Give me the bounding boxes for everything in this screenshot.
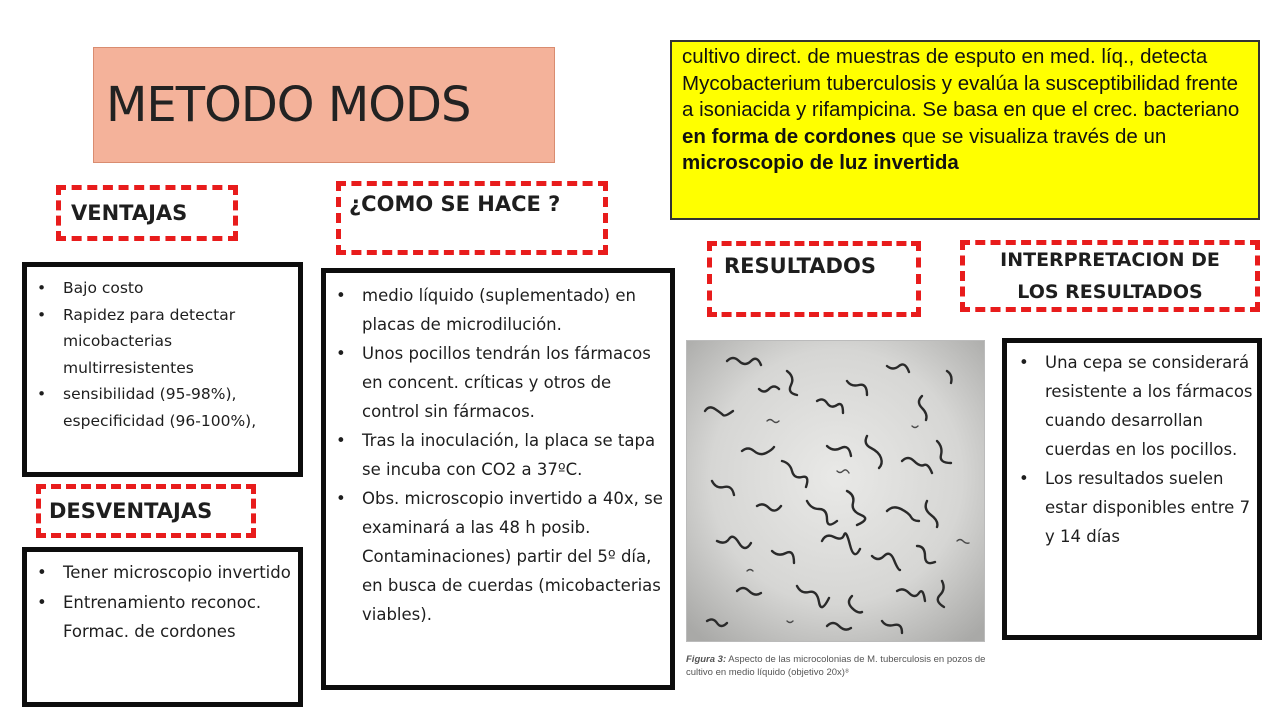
list-item: • Obs. microscopio invertido a 40x, se examinará a las 48 h posib. Contaminaciones) partir del 5º día, en busca de cuerdas (micobacterias viables). — [362, 484, 670, 629]
label-interpretacion-line1: INTERPRETACION DE — [1000, 249, 1220, 271]
list-item: • sensibilidad (95-98%), especificidad (96-100%), — [63, 381, 298, 434]
list-item: • Tras la inoculación, la placa se tapa se incuba con CO2 a 37ºC. — [362, 426, 670, 484]
label-interpretacion-line2: LOS RESULTADOS — [1017, 281, 1203, 303]
list-item: • Tener microscopio invertido — [63, 558, 298, 588]
label-desventajas — [36, 484, 256, 538]
micrograph-svg — [687, 341, 985, 642]
como-se-hace-list — [326, 281, 670, 629]
list-item: • Unos pocillos tendrán los fármacos en concent. críticas y otros de control sin fármacos. — [362, 339, 670, 426]
title-box — [93, 47, 555, 163]
label-interpretacion — [960, 240, 1260, 312]
label-resultados-text: RESULTADOS — [724, 254, 876, 278]
figure-caption — [686, 653, 986, 685]
label-ventajas — [56, 185, 238, 241]
figure-caption-text: Aspecto de las microcolonias de M. tuberculosis en pozos de cultivo en medio líquido (objetivo 20x)⁸ — [686, 654, 986, 678]
list-item: • Bajo costo — [63, 275, 298, 302]
definition-bold-2: microscopio de luz invertida — [682, 151, 959, 174]
list-item: • Los resultados suelen estar disponibles entre 7 y 14 días — [1045, 464, 1257, 551]
definition-bold-1: en forma de cordones — [682, 124, 897, 148]
interpretacion-box — [1002, 338, 1262, 640]
definition-text-1: cultivo direct. de muestras de esputo en med. líq., detecta Mycobacterium tuberculosis y evalúa la susceptibilidad frente a isoniacida y rifampicina. Se basa en que el crec. bacteriano — [682, 45, 1240, 121]
label-como-se-hace — [336, 181, 608, 255]
como-se-hace-box — [321, 268, 675, 690]
ventajas-box — [22, 262, 303, 477]
list-item: • medio líquido (suplementado) en placas de microdilución. — [362, 281, 670, 339]
definition-text-2: que se visualiza través de un — [896, 124, 1167, 148]
definition-box — [670, 40, 1260, 220]
list-item: • Una cepa se considerará resistente a los fármacos cuando desarrollan cuerdas en los pocillos. — [1045, 348, 1257, 464]
label-ventajas-text: VENTAJAS — [71, 201, 188, 225]
micrograph-image — [686, 340, 985, 642]
desventajas-list — [27, 558, 298, 647]
label-resultados — [707, 241, 921, 317]
list-item: • Entrenamiento reconoc. Formac. de cordones — [63, 588, 298, 647]
ventajas-list — [27, 275, 298, 434]
figure-caption-label: Figura 3: — [686, 654, 727, 665]
label-como-se-hace-text: ¿COMO SE HACE ? — [349, 192, 561, 216]
desventajas-box — [22, 547, 303, 707]
list-item: • Rapidez para detectar micobacterias multirresistentes — [63, 302, 298, 382]
interpretacion-list — [1007, 348, 1257, 551]
page-title: METODO MODS — [106, 77, 471, 133]
label-desventajas-text: DESVENTAJAS — [49, 499, 213, 523]
